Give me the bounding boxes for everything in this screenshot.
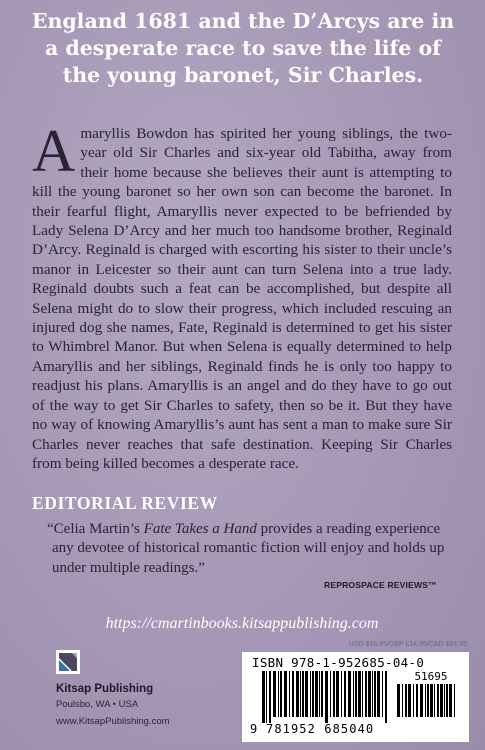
drop-cap: A (32, 118, 76, 184)
barcode-bar (319, 671, 320, 717)
barcode-bar (289, 671, 290, 717)
review-quote (47, 520, 456, 578)
barcode-bar (310, 671, 311, 717)
barcode-bar (408, 684, 411, 717)
barcode-bar (362, 671, 363, 717)
barcode-digits: 781952 685040 (266, 722, 375, 736)
barcode-bar (296, 671, 299, 717)
barcode-bar (305, 671, 308, 717)
barcode-bar (405, 684, 407, 717)
synopsis-text: maryllis Bowdon has spirited her young siblings, the two-year old Sir Charles and six-year old Tabitha, away from their home because she believes their aunt is attempting to kill the young baronet so her own son can become the baronet. In their fearful flight, Amaryllis never expected to be befriended by Lady Selena D’Arcy and her much too handsome brother, Reginald D’Arcy. Reginald is charged with escorting his sister to their uncle’s manor in Leicester so their aunt can turn Selena into a true lady. Reginald doubts such a feat can be accomplished, but despite all Selena might do to slow their progress, which included rescuing an injured dog she names, Fate, Reginald is determined to get his sister to Whimbrel Manor. But when Selena is equally determined to help Amaryllis and her siblings, Reginald finds he is only too happy to readjust his plans. Amaryllis is an angel and do they have to go out of the way to get Sir Charles to safety, then so be it. But they have no way of knowing Amaryllis’s aunt has sent a man to make sure Sir Charles never reaches that safe destination. Keeping Sir Charles from being killed becomes a desperate race. (32, 125, 452, 472)
addon-digits: 51695 (414, 670, 448, 683)
kitsap-logo-icon (56, 650, 80, 674)
editorial-review-heading: EDITORIAL REVIEW (32, 493, 218, 513)
barcode-bar (444, 684, 445, 717)
barcode-bar (382, 671, 383, 717)
barcode-bar (413, 684, 414, 717)
barcode-bar (365, 671, 367, 717)
barcode-bar (280, 671, 282, 717)
barcode-bar (358, 671, 361, 717)
barcode-bar (302, 671, 304, 717)
barcode-bar (300, 671, 301, 717)
barcode-bar (336, 671, 339, 717)
barcode-bar (430, 684, 433, 717)
review-quote-open: “Celia Martin’s (47, 521, 144, 537)
barcode-bar (325, 671, 328, 723)
barcode-bar (374, 671, 376, 717)
barcode-bar (353, 671, 354, 717)
barcode-bar (402, 684, 403, 717)
barcode-bar (427, 684, 429, 717)
author-website-link[interactable]: https://cmartinbooks.kitsappublishing.com (105, 615, 379, 632)
review-source: REPROSPACE REVIEWS™ (324, 580, 437, 590)
barcode-bar (348, 671, 351, 717)
barcode-bar (355, 671, 357, 717)
addon-barcode (397, 684, 459, 723)
price-line: USD $16.95/GBP £14.95/CAD $24.95 (348, 641, 467, 648)
barcode-bar (416, 684, 418, 717)
barcode-bar (330, 671, 331, 717)
barcode-bar (372, 671, 373, 717)
barcode-bar (262, 671, 265, 723)
barcode-bar (312, 671, 314, 717)
barcode-bar (292, 671, 294, 717)
barcode-bar (315, 671, 318, 717)
publisher-website-link[interactable]: www.KitsapPublishing.com (56, 716, 170, 727)
barcode-bar (333, 671, 335, 717)
barcode-bar (321, 671, 323, 717)
barcode-bar (454, 684, 455, 717)
barcode-bar (266, 671, 267, 723)
publisher-location: Poulsbo, WA • USA (56, 699, 139, 710)
barcode-bar (278, 671, 279, 717)
barcode-bar (273, 671, 276, 717)
barcode-bar (341, 671, 342, 717)
barcode-bar (344, 671, 346, 717)
barcode-bar (269, 671, 271, 723)
barcode-bar (440, 684, 443, 717)
review-book-title: Fate Takes a Hand (143, 521, 257, 537)
cover-headline: England 1681 and the D’Arcys are in a desperate race to save the life of the young baronet, Sir Charles. (31, 9, 455, 87)
barcode-bar (368, 671, 371, 717)
barcode-bar (397, 684, 400, 717)
barcode-bar (377, 671, 380, 717)
barcode-bar (284, 671, 287, 717)
barcode-bar (385, 671, 387, 723)
barcode-bar (420, 684, 423, 717)
barcode-bar (437, 684, 439, 717)
barcode-bar (446, 684, 448, 717)
isbn-text: ISBN 978-1-952685-04-0 (252, 655, 425, 670)
publisher-name: Kitsap Publishing (56, 683, 154, 695)
isbn-barcode (262, 671, 390, 723)
review-quote-rest: provides a reading experience any devotee of historical romantic fiction will enjoy and holds up under multiple readings.” (52, 521, 445, 576)
barcode-bar (425, 684, 426, 717)
barcode-lead-digit: 9 (250, 722, 258, 736)
barcode-bar (449, 684, 452, 717)
synopsis-paragraph (32, 118, 452, 473)
barcode-bar (434, 684, 435, 717)
